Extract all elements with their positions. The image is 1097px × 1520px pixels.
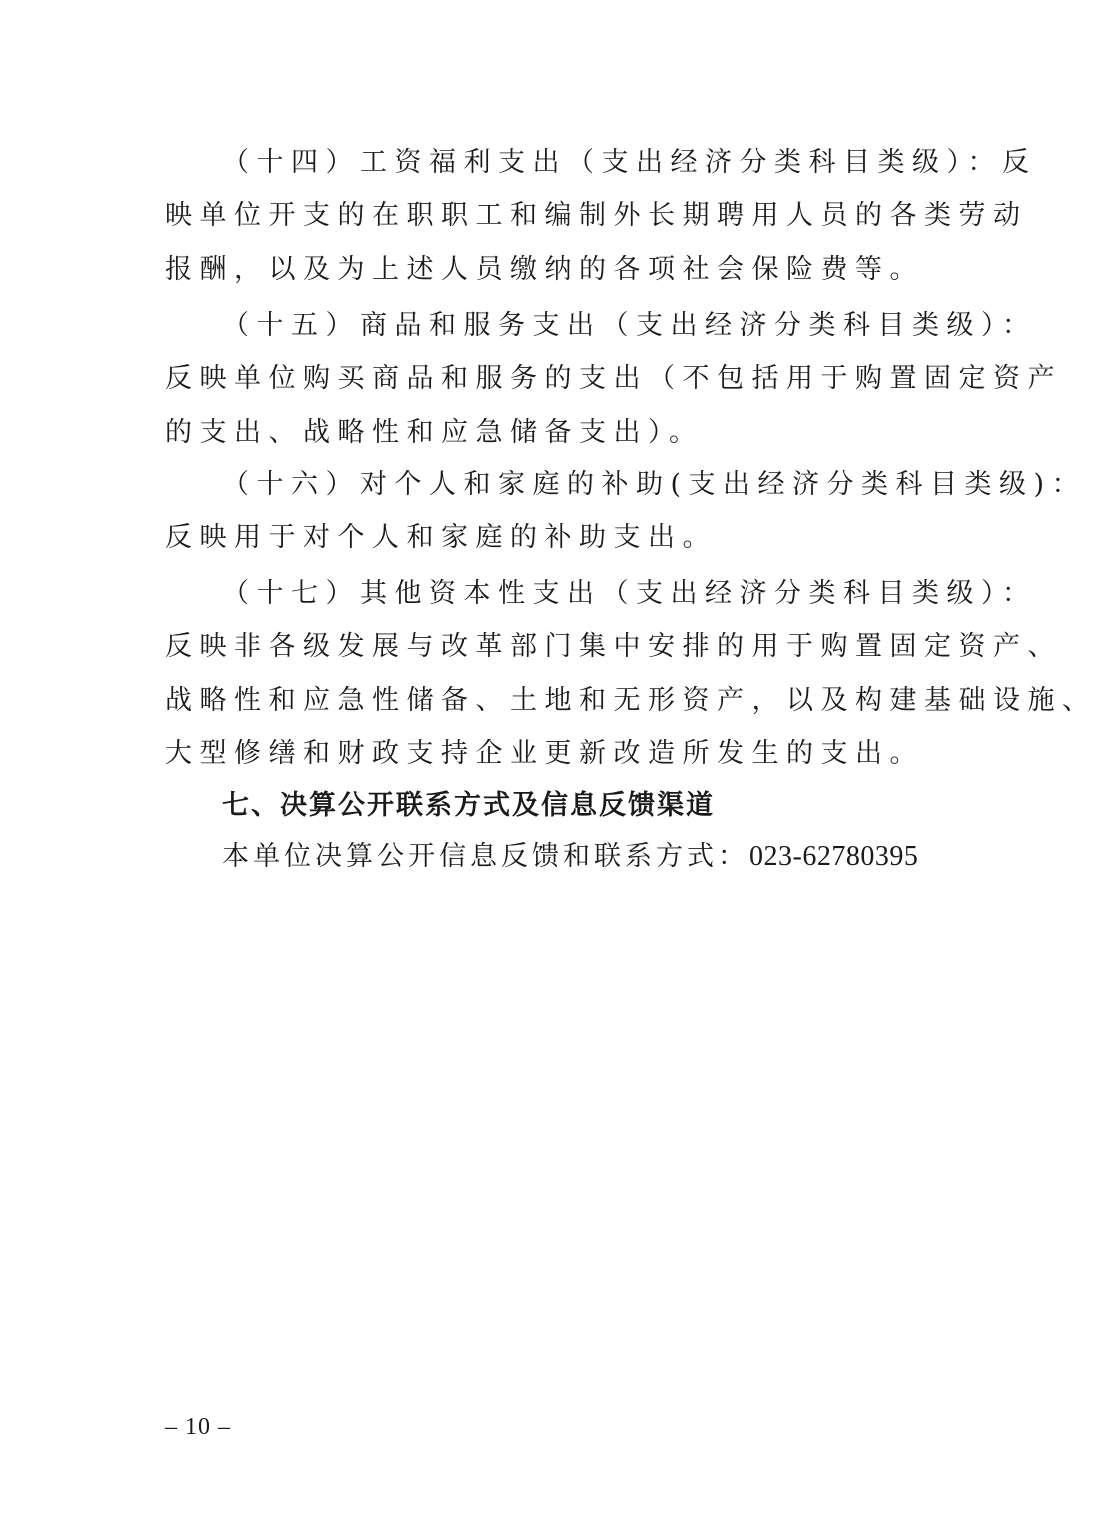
item17-line-3: 战略性和应急性储备、土地和无形资产，以及构建基础设施、 — [165, 685, 1097, 716]
contact-phone: 023-62780395 — [749, 841, 919, 872]
item17-line-1: （十七）其他资本性支出（支出经济分类科目类级）： — [222, 578, 1037, 609]
contact-label: 本单位决算公开信息反馈和联系方式： — [222, 841, 749, 872]
item16-line-2: 反映用于对个人和家庭的补助支出。 — [165, 522, 717, 553]
item14-line-1: （十四）工资福利支出（支出经济分类科目类级）：反 — [222, 147, 1037, 178]
item16-line-1: （十六）对个人和家庭的补助(支出经济分类科目类级)： — [222, 469, 1087, 500]
item17-line-2: 反映非各级发展与改革部门集中安排的用于购置固定资产、 — [165, 631, 1062, 662]
item14-line-3: 报酬，以及为上述人员缴纳的各项社会保险费等。 — [165, 254, 924, 285]
item14-line-2: 映单位开支的在职职工和编制外长期聘用人员的各类劳动 — [165, 200, 1028, 231]
page-number: – 10 – — [165, 1414, 231, 1440]
contact-line — [222, 839, 922, 875]
item15-line-1: （十五）商品和服务支出（支出经济分类科目类级）： — [222, 310, 1037, 341]
section7-heading: 七、决算公开联系方式及信息反馈渠道 — [222, 790, 715, 821]
item15-line-2: 反映单位购买商品和服务的支出（不包括用于购置固定资产 — [165, 363, 1062, 394]
item15-line-3: 的支出、战略性和应急储备支出）。 — [165, 417, 704, 448]
item17-line-4: 大型修缮和财政支持企业更新改造所发生的支出。 — [165, 738, 924, 769]
